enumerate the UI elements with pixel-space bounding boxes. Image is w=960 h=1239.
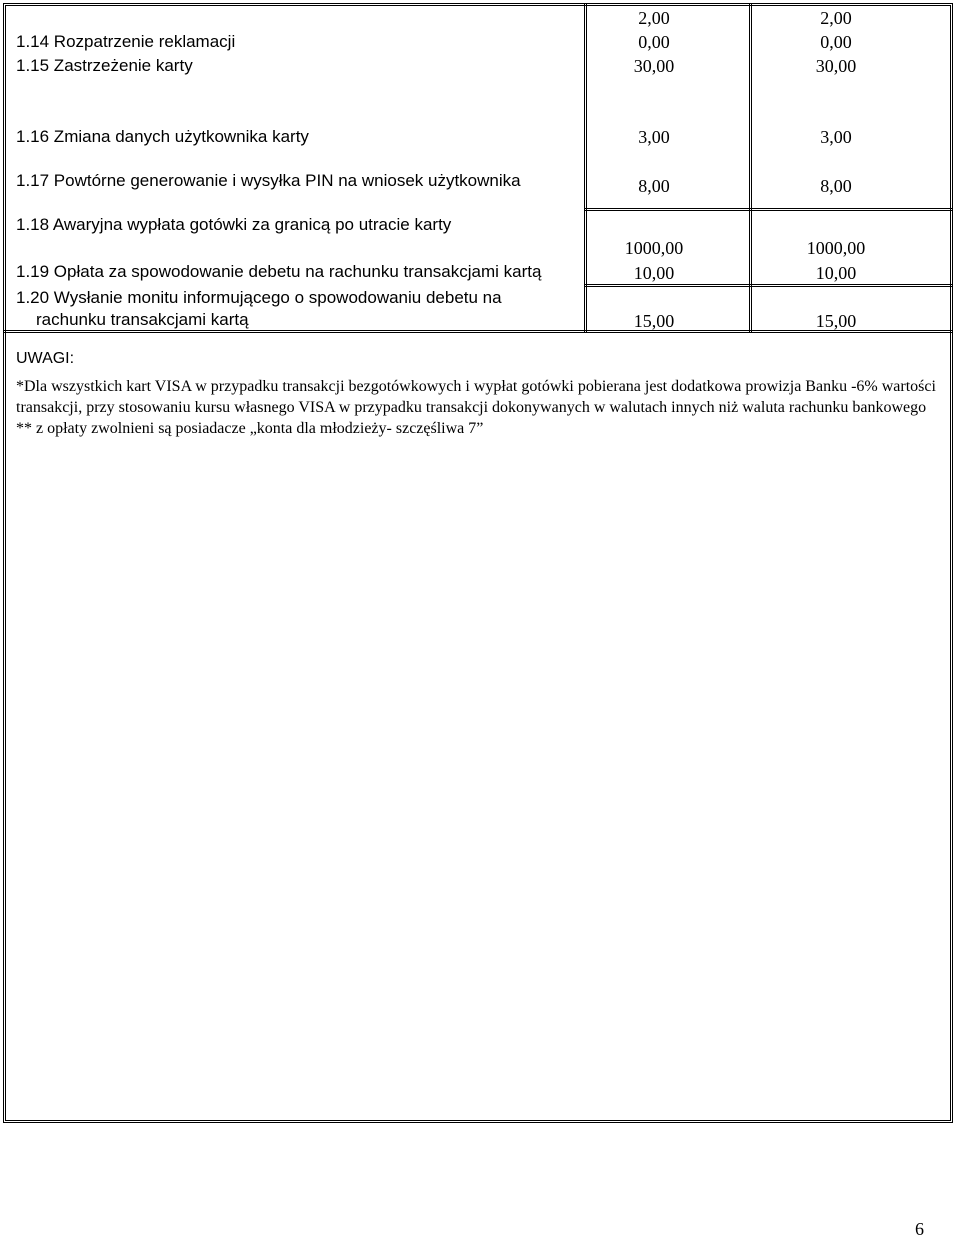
fee-label: 1.19 Opłata za spowodowanie debetu na rachunku transakcjami kartą <box>16 262 542 281</box>
notes-heading: UWAGI: <box>16 350 75 367</box>
fee-label: 1.20 Wysłanie monitu informującego o spowodowaniu debetu na <box>16 288 502 307</box>
fee-value-2: 8,00 <box>820 176 852 196</box>
fee-value-2: 30,00 <box>815 56 857 76</box>
fee-value-2: 10,00 <box>815 263 857 283</box>
fee-value-1: 3,00 <box>638 127 670 147</box>
fee-value-1: 1000,00 <box>624 238 684 258</box>
fee-label: 1.14 Rozpatrzenie reklamacji <box>16 32 236 51</box>
note-fee-exemption: ** z opłaty zwolnieni są posiadacze „konta dla młodzieży- szczęśliwa 7” <box>16 420 484 437</box>
fee-label: 1.15 Zastrzeżenie karty <box>16 56 193 75</box>
fee-value-1: 0,00 <box>638 32 670 52</box>
fee-label: 1.17 Powtórne generowanie i wysyłka PIN na wniosek użytkownika <box>16 171 521 190</box>
row-separator <box>584 284 952 287</box>
fee-value-1: 10,00 <box>633 263 675 283</box>
fee-value-2: 3,00 <box>820 127 852 147</box>
note-visa-commission: *Dla wszystkich kart VISA w przypadku transakcji bezgotówkowych i wypłat gotówki pobierana jest dodatkowa prowizja Banku -6% wartości transakcji, przy stosowaniu kursu własnego VISA w przypadku transakcji dokonywanych w walutach innych niż waluta rachunku bankowego <box>16 378 936 416</box>
fee-value-1: 2,00 <box>638 8 670 28</box>
fee-label: 1.18 Awaryjna wypłata gotówki za granicą po utracie karty <box>16 215 452 234</box>
fee-value-1: 30,00 <box>633 56 675 76</box>
fee-value-1: 15,00 <box>633 311 675 331</box>
fee-value-2: 2,00 <box>820 8 852 28</box>
fee-label-continuation: rachunku transakcjami kartą <box>36 310 249 329</box>
fee-value-2: 15,00 <box>815 311 857 331</box>
fee-value-1: 8,00 <box>638 176 670 196</box>
fee-value-2: 1000,00 <box>806 238 866 258</box>
notes-section <box>16 376 948 439</box>
page-number: 6 <box>915 1219 924 1239</box>
fee-label: 1.16 Zmiana danych użytkownika karty <box>16 127 309 146</box>
column-divider-2 <box>749 3 752 332</box>
row-separator <box>584 208 952 211</box>
fee-value-2: 0,00 <box>820 32 852 52</box>
